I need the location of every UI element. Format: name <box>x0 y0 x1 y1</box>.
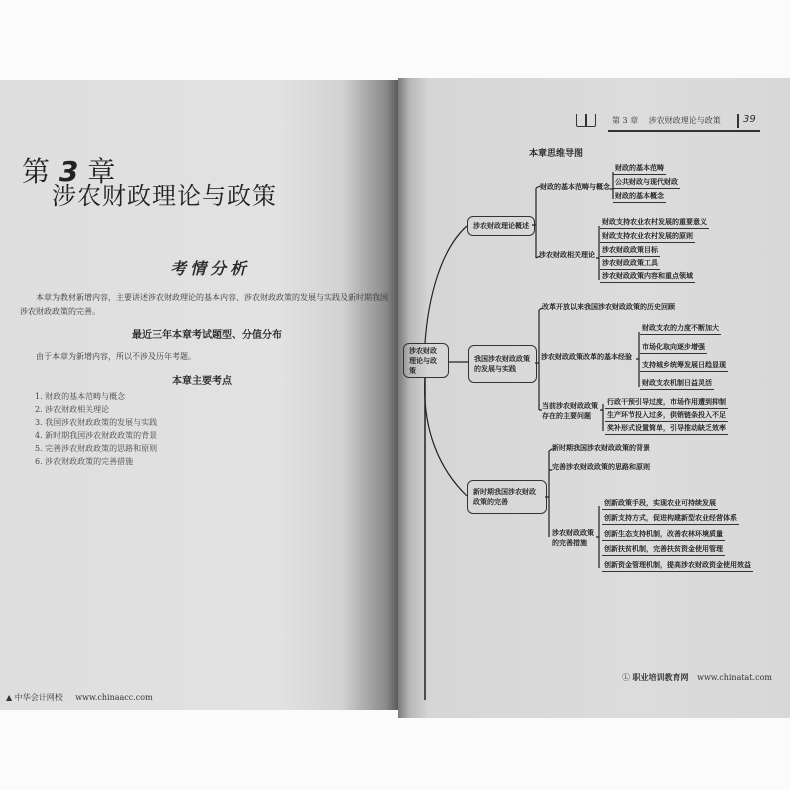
mindmap-leaf: 财政的基本概念 <box>613 191 666 203</box>
keypoint-item: 6. 涉农财政政策的完善措施 <box>35 457 134 466</box>
mindmap-topic: 涉农财政相关理论 <box>539 250 595 259</box>
mindmap-leaf: 公共财政与现代财政 <box>613 177 680 189</box>
keypoints-heading: 本章主要考点 <box>172 376 232 387</box>
mindmap-leaf: 行政干预引导过度，市场作用遭到抑制 <box>605 397 728 409</box>
footer-brand: 中华会计网校 <box>14 693 63 702</box>
page-number: 39 <box>743 114 756 125</box>
mindmap-leaf: 涉农财政政策工具 <box>600 258 660 270</box>
mindmap-leaf: 创新生态支持机制，改善农林环境质量 <box>602 529 725 541</box>
header-title: 涉农财政理论与政策 <box>648 116 721 125</box>
section-heading: 考情分析 <box>170 259 251 278</box>
mindmap-leaf: 财政的基本范畴 <box>613 163 666 175</box>
mindmap-leaf: 财政支持农业农村发展的重要意义 <box>600 217 709 229</box>
mindmap-leaf: 生产环节投入过多，供销链条投入不足 <box>605 410 728 422</box>
keypoint-item: 1. 财政的基本范畴与概念 <box>35 392 126 401</box>
chapter-title: 涉农财政理论与政策 <box>52 182 277 210</box>
keypoint-item: 3. 我国涉农财政政策的发展与实践 <box>35 418 158 427</box>
keypoint-item: 2. 涉农财政相关理论 <box>35 405 110 414</box>
mindmap-leaf: 创新支持方式，促进构建新型农业经营体系 <box>602 513 739 525</box>
keypoint-item: 4. 新时期我国涉农财政政策的背景 <box>35 431 158 440</box>
mindmap-branch-1: 涉农财政理论概述 <box>467 216 535 236</box>
mindmap-leaf: 涉农财政政策目标 <box>600 245 660 257</box>
mindmap-leaf: 市场化取向逐步增强 <box>640 342 707 354</box>
mindmap-topic: 涉农财政政策改革的基本经验 <box>541 352 632 361</box>
mindmap-leaf: 创新资金管理机制，提高涉农财政资金使用效益 <box>602 560 753 572</box>
exam-heading: 最近三年本章考试题型、分值分布 <box>132 330 282 341</box>
mindmap-root: 涉农财政理论与政策 <box>403 343 449 378</box>
footer-url: www.chinatat.com <box>697 673 772 682</box>
right-footer <box>622 672 772 683</box>
mindmap-topic: 财政的基本范畴与概念 <box>540 182 610 191</box>
footer-url: www.chinaacc.com <box>75 693 153 702</box>
mindmap-topic: 改革开放以来我国涉农财政政策的历史回顾 <box>542 302 675 311</box>
exam-text: 由于本章为新增内容，所以不涉及历年考题。 <box>36 352 196 361</box>
chapter-number: 3 <box>58 155 79 188</box>
mindmap-leaf: 创新扶贫机制，完善扶贫资金使用管理 <box>602 544 725 556</box>
intro-line-1: 本章为教材新增内容，主要讲述涉农财政理论的基本内容、涉农财政政策的发展与实践及新时期我国 <box>36 293 388 302</box>
mindmap-topic: 当前涉农财政政策存在的主要问题 <box>542 401 598 420</box>
keypoint-item: 5. 完善涉农财政政策的思路和原则 <box>35 444 158 453</box>
mindmap-branch-2: 我国涉农财政政策的发展与实践 <box>468 345 537 383</box>
mindmap-topic: 完善涉农财政政策的思路和原则 <box>552 462 650 471</box>
mindmap-leaf: 奖补形式设置简单，引导推动缺乏效率 <box>605 423 728 435</box>
mindmap-topic: 新时期我国涉农财政政策的背景 <box>552 443 650 452</box>
mindmap-branch-3: 新时期我国涉农财政政策的完善 <box>467 480 547 514</box>
logo-icon: ▲ <box>6 693 13 702</box>
mindmap-title: 本章思维导图 <box>529 149 584 159</box>
chapter-prefix: 第 <box>22 155 51 188</box>
intro-line-2: 涉农财政政策的完善。 <box>20 307 100 316</box>
header-chapter: 第 3 章 <box>612 116 639 125</box>
chapter-suffix: 章 <box>87 155 116 188</box>
footer-brand: 职业培训教育网 <box>632 672 689 682</box>
mindmap-leaf: 财政支农的力度不断加大 <box>640 323 721 335</box>
mindmap-leaf: 支持城乡统筹发展日趋显现 <box>640 360 728 372</box>
mindmap-leaf: 涉农财政政策内容和重点领域 <box>600 271 695 283</box>
logo-icon: Ⓛ <box>622 673 630 682</box>
mindmap-topic: 涉农财政政策的完善措施 <box>552 528 594 547</box>
mindmap-leaf: 财政支持农业农村发展的原则 <box>600 231 695 243</box>
mindmap-leaf: 创新政策手段，实现农业可持续发展 <box>602 498 718 510</box>
mindmap-leaf: 财政支农机制日益灵活 <box>640 378 714 390</box>
